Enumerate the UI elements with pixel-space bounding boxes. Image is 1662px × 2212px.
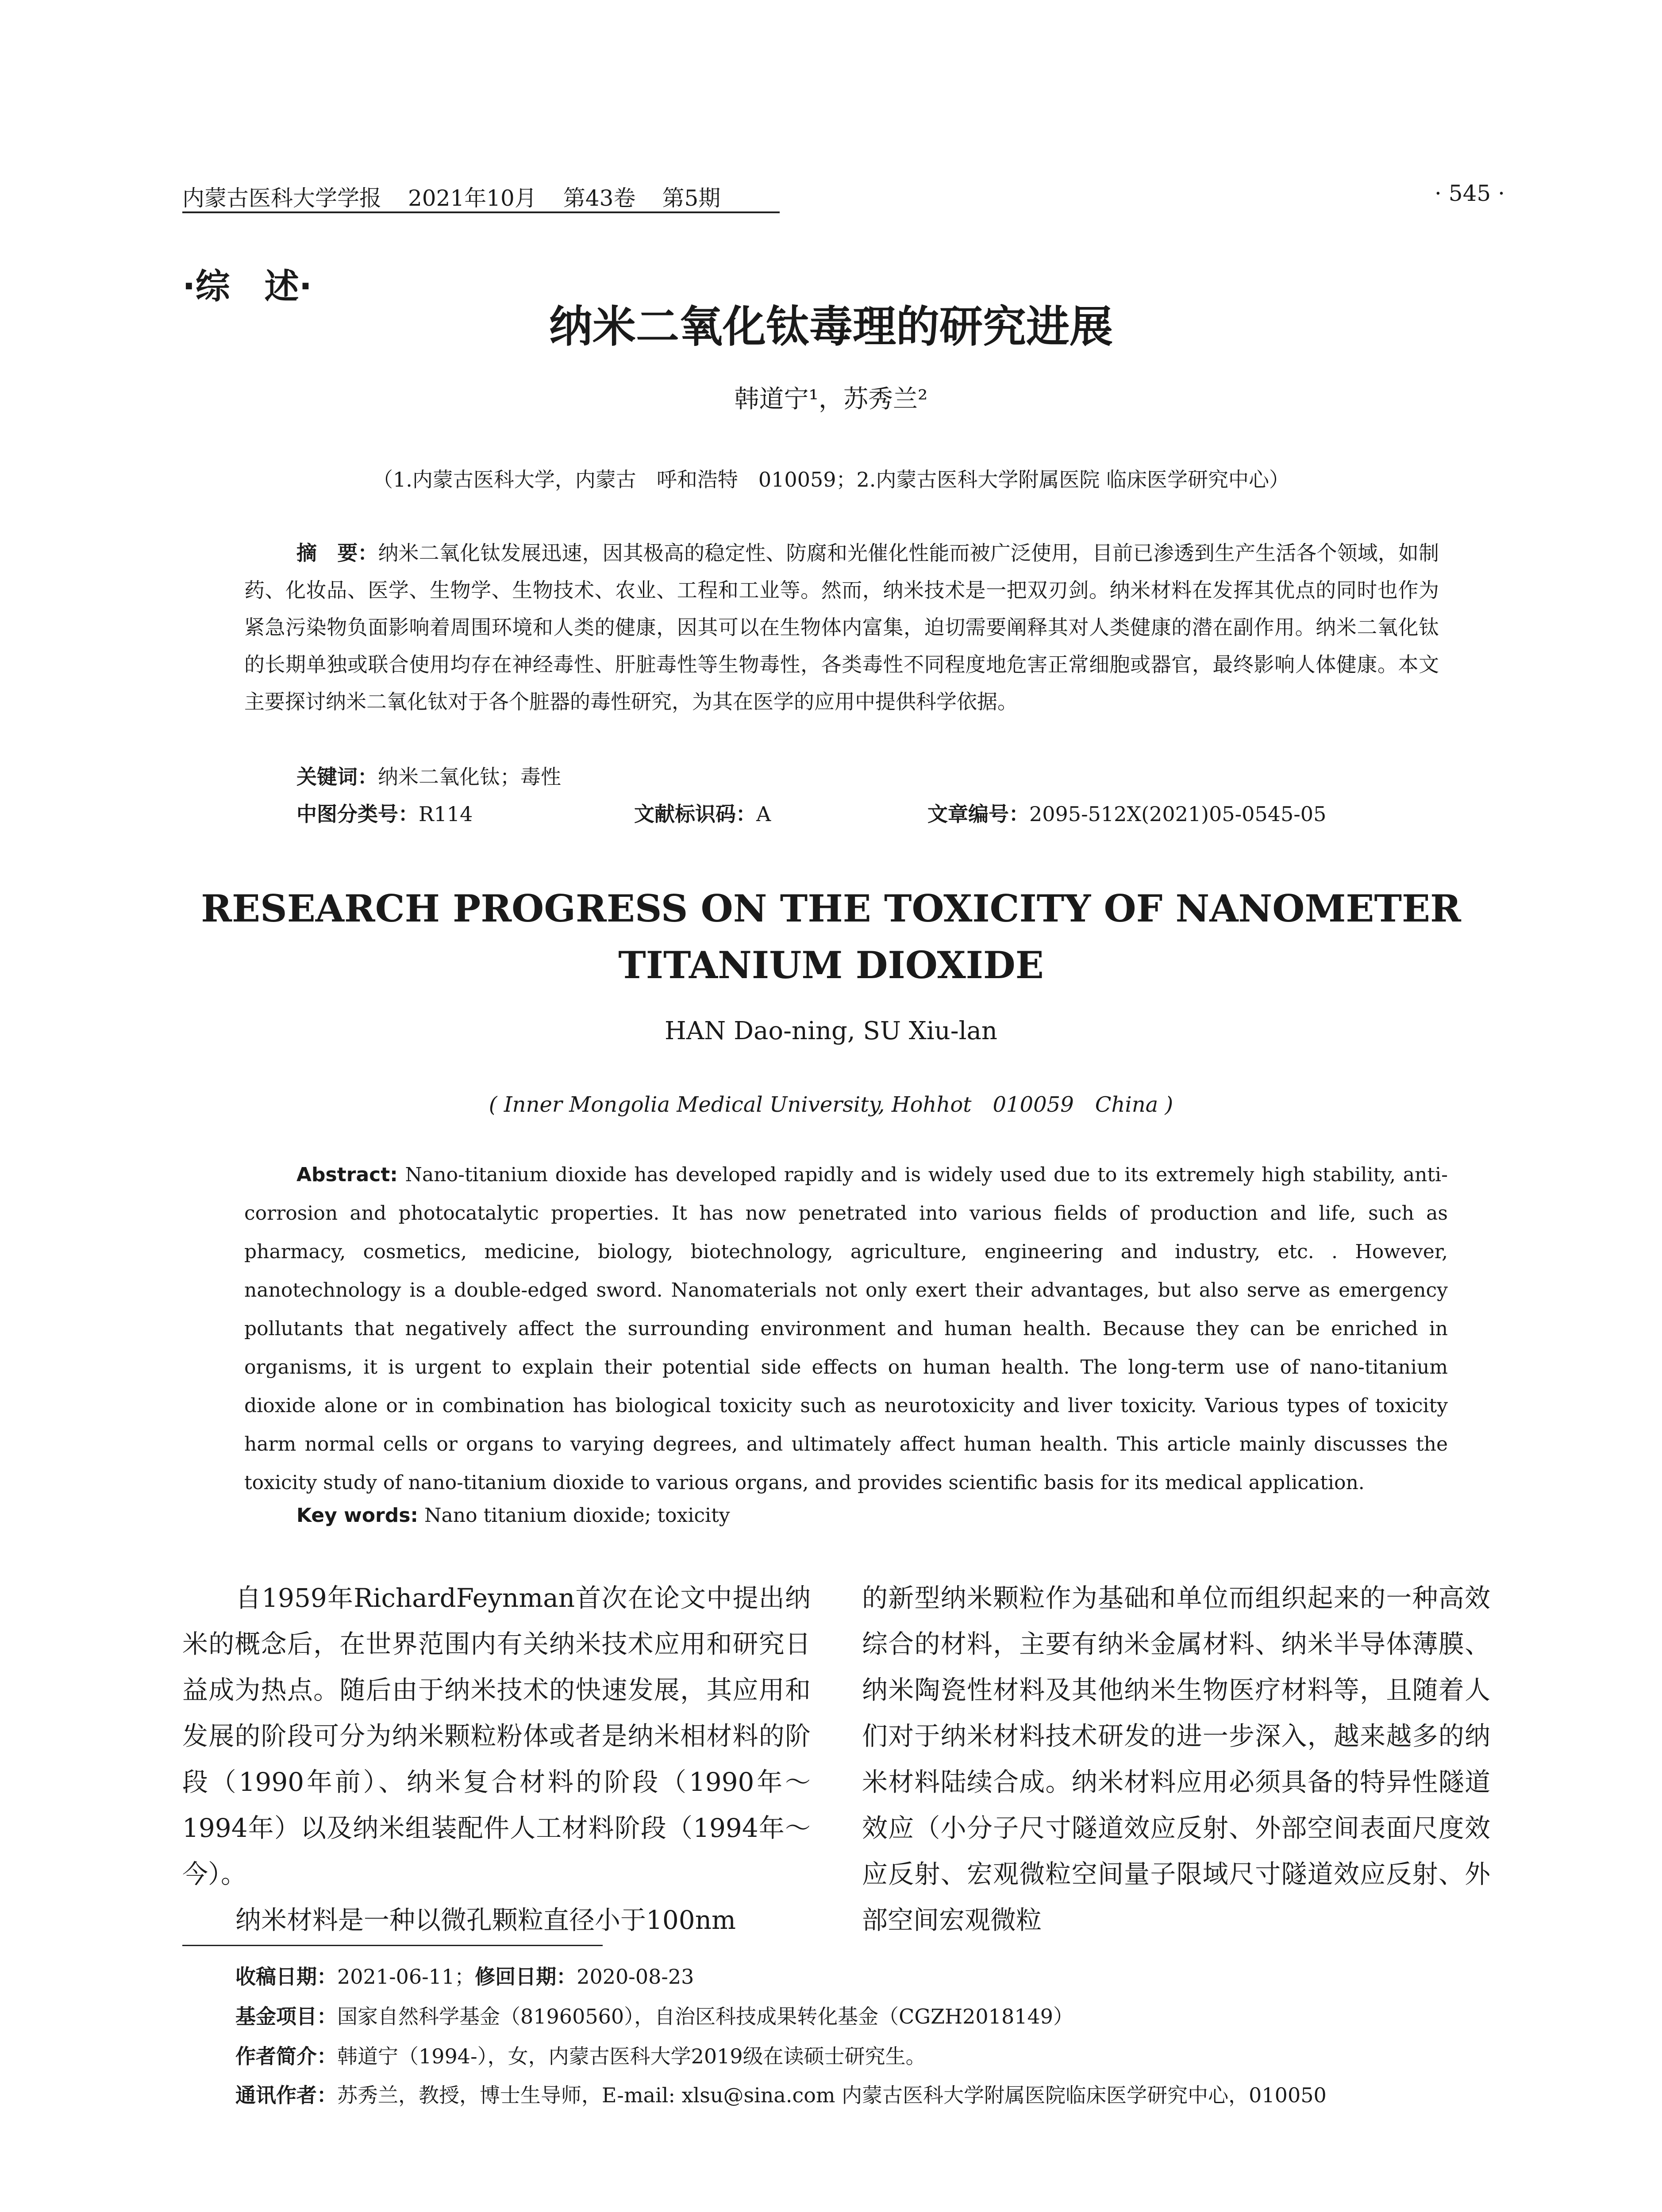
document-code-value: A bbox=[756, 802, 771, 826]
classification-number bbox=[296, 798, 473, 827]
issue: 第5期 bbox=[662, 185, 721, 211]
body-column-right bbox=[862, 1575, 1490, 1943]
authors-cn: 韩道宁¹，苏秀兰² bbox=[734, 385, 928, 414]
keywords-en bbox=[296, 1504, 730, 1527]
article-number bbox=[927, 798, 1326, 827]
footnote-dates bbox=[235, 1961, 694, 1990]
revised-date: 2020-08-23 bbox=[577, 1965, 694, 1989]
article-number-label: 文章编号： bbox=[927, 802, 1029, 826]
abstract-en-text: Nano-titanium dioxide has developed rapidly and is widely used due to its extremely high stability, anti-corrosion and photocatalytic properties. It has now penetrated into various fields of production and life, such as pharmacy, cosmetics, medicine, biology, biotechnology, agriculture, engineering and industry, etc. . However, nanotechnology is a double-edged sword. Nanomaterials not only exert their advantages, but also serve as emergency pollutants that negatively affect the surrounding environment and human health. Because they can be enriched in organisms, it is urgent to explain their potential side effects on human health. The long-term use of nano-titanium dioxide alone or in combination has biological toxicity such as neurotoxicity and liver toxicity. Various types of toxicity harm normal cells or organs to varying degrees, and ultimately affect human health. This article mainly discusses the toxicity study of nano-titanium dioxide to various organs, and provides scientific basis for its medical application. bbox=[244, 1164, 1448, 1494]
authors-en: HAN Dao-ning, SU Xiu-lan bbox=[665, 1017, 997, 1045]
footnote-rule bbox=[182, 1945, 603, 1946]
keywords-cn-label: 关键词： bbox=[296, 765, 378, 789]
corresponding-label: 通讯作者： bbox=[235, 2083, 337, 2107]
keywords-cn bbox=[296, 761, 561, 790]
page-number: · 545 · bbox=[1434, 180, 1505, 206]
running-header bbox=[182, 180, 747, 212]
classification-label: 中图分类号： bbox=[296, 802, 419, 826]
received-date: 2021-06-11； bbox=[337, 1965, 475, 1989]
affiliation-en: ( Inner Mongolia Medical University, Hohhot 010059 China ) bbox=[489, 1092, 1173, 1117]
title-en-line-2: TITANIUM DIOXIDE bbox=[618, 943, 1044, 987]
header-rule bbox=[182, 211, 780, 213]
title-en-line-1: RESEARCH PROGRESS ON THE TOXICITY OF NANOMETER bbox=[201, 887, 1461, 930]
body-paragraph: 自1959年RichardFeynman首次在论文中提出纳米的概念后，在世界范围内有关纳米技术应用和研究日益成为热点。随后由于纳米技术的快速发展，其应用和发展的阶段可分为纳米颗粒粉体或者是纳米相材料的阶段（1990年前）、纳米复合材料的阶段（1990年～1994年）以及纳米组装配件人工材料阶段（1994年～今）。 bbox=[182, 1583, 811, 1889]
keywords-en-label: Key words: bbox=[296, 1504, 419, 1527]
journal-name: 内蒙古医科大学学报 bbox=[182, 185, 381, 211]
abstract-cn-label: 摘 要： bbox=[296, 541, 378, 565]
keywords-cn-text: 纳米二氧化钛；毒性 bbox=[378, 765, 561, 789]
volume: 第43卷 bbox=[563, 185, 636, 211]
abstract-cn bbox=[244, 534, 1439, 720]
abstract-en-label: Abstract: bbox=[296, 1164, 398, 1186]
received-label: 收稿日期： bbox=[235, 1965, 337, 1989]
corresponding-text: 苏秀兰，教授，博士生导师，E-mail: xlsu@sina.com 内蒙古医科大学附属医院临床医学研究中心，010050 bbox=[337, 2083, 1327, 2107]
body-paragraph: 的新型纳米颗粒作为基础和单位而组织起来的一种高效综合的材料，主要有纳米金属材料、纳米半导体薄膜、纳米陶瓷性材料及其他纳米生物医疗材料等，且随着人们对于纳米材料技术研发的进一步深入，越来越多的纳米材料陆续合成。纳米材料应用必须具备的特异性隧道效应（小分子尺寸隧道效应反射、外部空间表面尺度效应反射、宏观微粒空间量子限域尺寸隧道效应反射、外部空间宏观微粒 bbox=[862, 1583, 1490, 1935]
funding-label: 基金项目： bbox=[235, 2005, 337, 2028]
revised-label: 修回日期： bbox=[475, 1965, 577, 1989]
body-paragraph: 纳米材料是一种以微孔颗粒直径小于100nm bbox=[235, 1905, 736, 1935]
author-bio-text: 韩道宁（1994-），女，内蒙古医科大学2019级在读硕士研究生。 bbox=[337, 2044, 926, 2068]
document-code bbox=[634, 798, 771, 827]
body-column-left bbox=[182, 1575, 811, 1943]
abstract-en bbox=[244, 1156, 1448, 1502]
keywords-en-text: Nano titanium dioxide; toxicity bbox=[424, 1504, 730, 1527]
article-number-value: 2095-512X(2021)05-0545-05 bbox=[1029, 802, 1327, 826]
footnote-author-bio bbox=[235, 2040, 926, 2070]
footnote-corresponding bbox=[235, 2079, 1327, 2108]
footnote-funding bbox=[235, 2001, 1073, 2030]
title-en bbox=[133, 880, 1529, 994]
affiliation-cn: （1.内蒙古医科大学，内蒙古 呼和浩特 010059；2.内蒙古医科大学附属医院 临床医学研究中心） bbox=[373, 468, 1289, 492]
abstract-cn-text: 纳米二氧化钛发展迅速，因其极高的稳定性、防腐和光催化性能而被广泛使用，目前已渗透到生产生活各个领域，如制药、化妆品、医学、生物学、生物技术、农业、工程和工业等。然而，纳米技术是一把双刃剑。纳米材料在发挥其优点的同时也作为紧急污染物负面影响着周围环境和人类的健康，因其可以在生物体内富集，迫切需要阐释其对人类健康的潜在副作用。纳米二氧化钛的长期单独或联合使用均存在神经毒性、肝脏毒性等生物毒性，各类毒性不同程度地危害正常细胞或器官，最终影响人体健康。本文主要探讨纳米二氧化钛对于各个脏器的毒性研究，为其在医学的应用中提供科学依据。 bbox=[244, 541, 1439, 714]
classification-value: R114 bbox=[419, 802, 473, 826]
author-bio-label: 作者简介： bbox=[235, 2044, 337, 2068]
section-label: ·综 述· bbox=[182, 267, 312, 307]
title-cn: 纳米二氧化钛毒理的研究进展 bbox=[549, 302, 1113, 352]
funding-text: 国家自然科学基金（81960560），自治区科技成果转化基金（CGZH2018149） bbox=[337, 2005, 1074, 2028]
document-code-label: 文献标识码： bbox=[634, 802, 756, 826]
issue-date: 2021年10月 bbox=[408, 185, 537, 211]
